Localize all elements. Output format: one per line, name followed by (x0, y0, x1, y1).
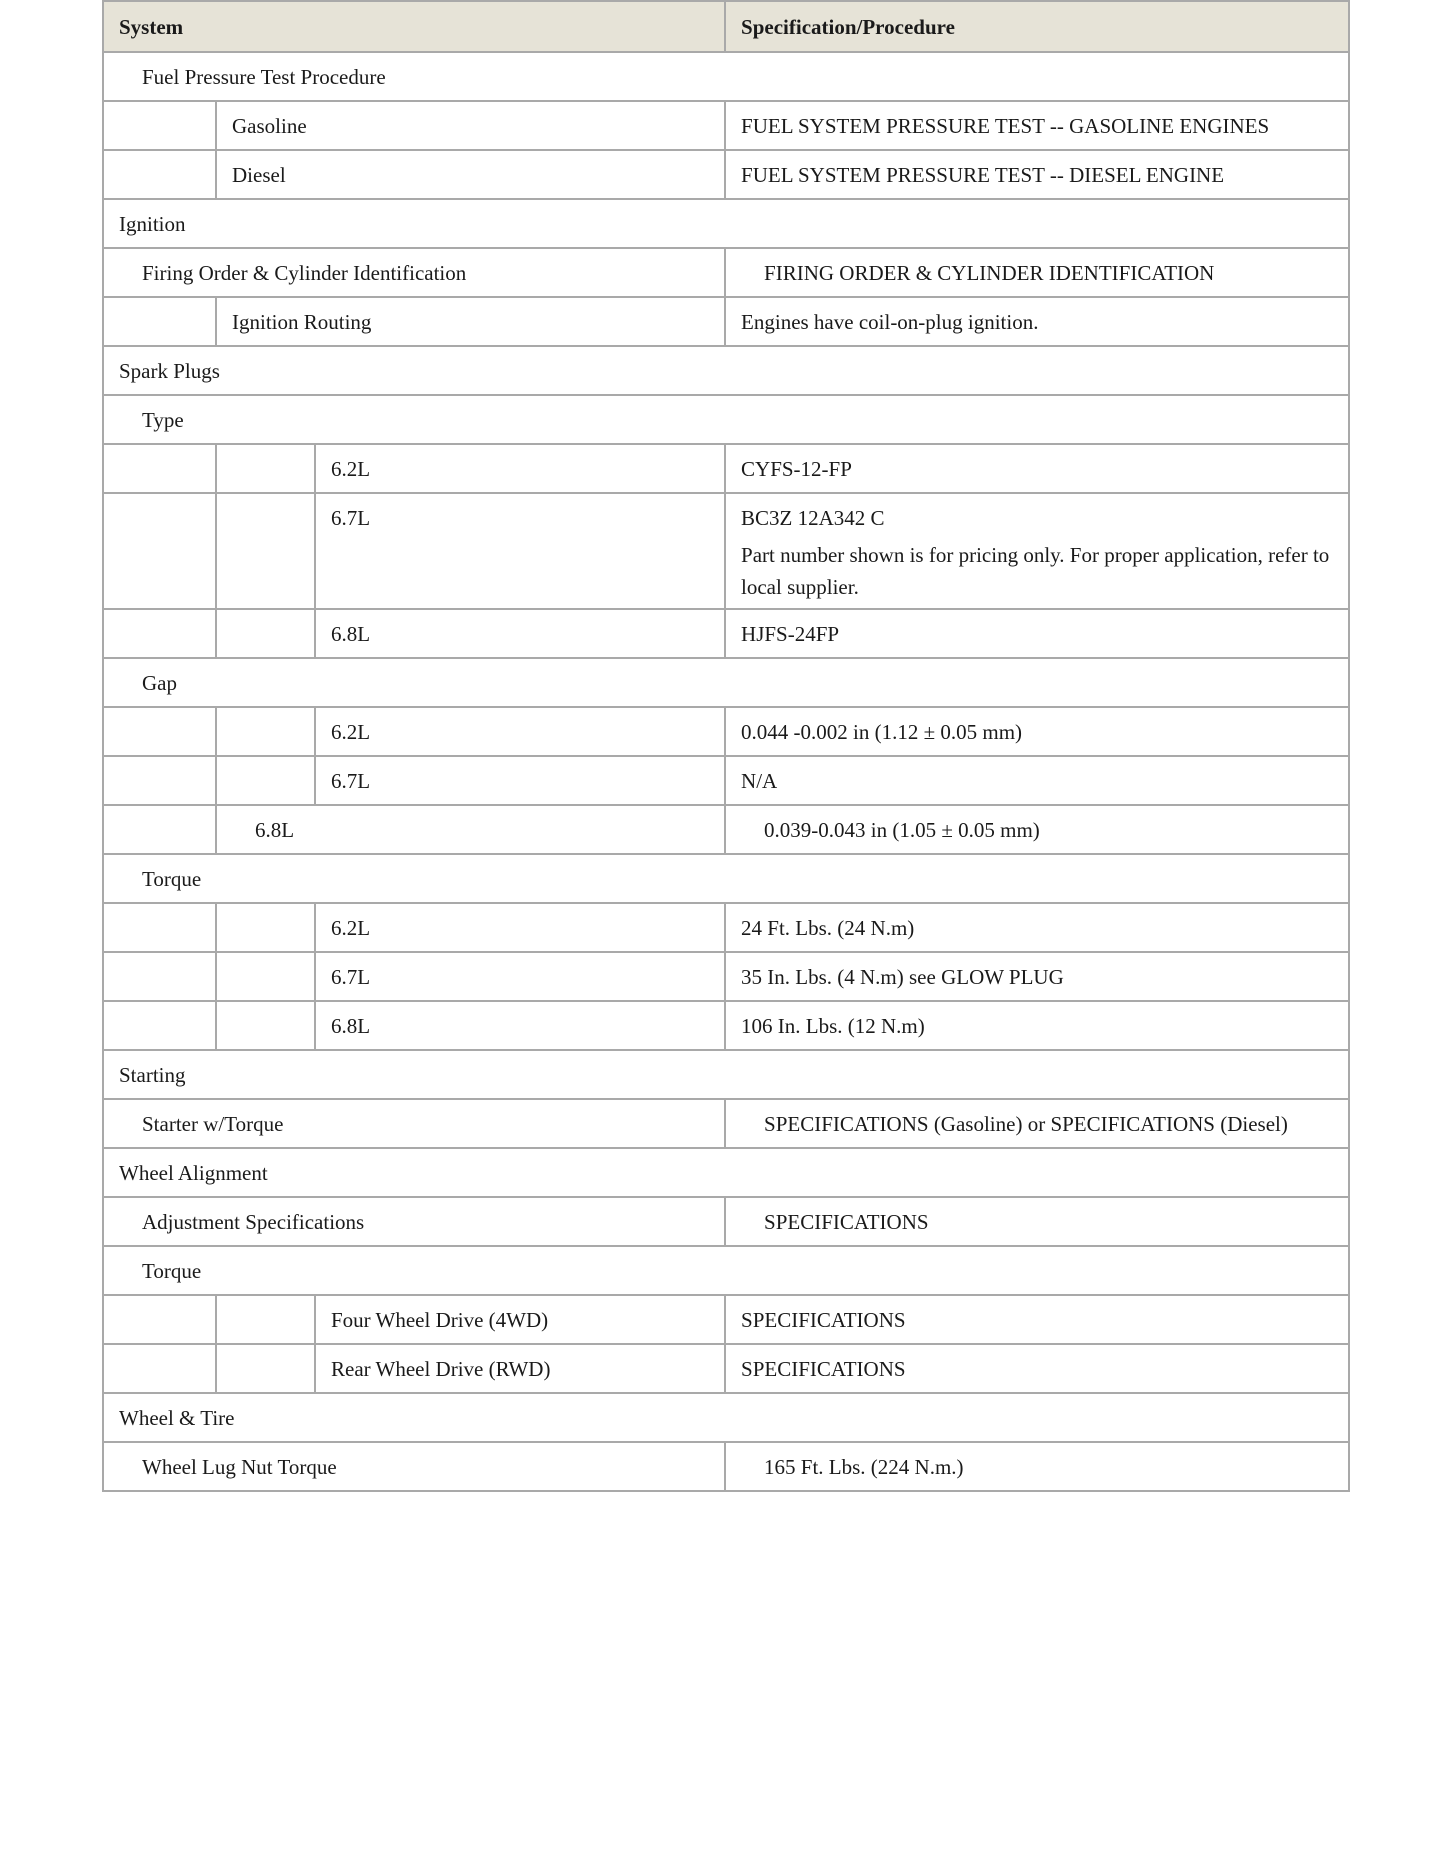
row-label-firing-order: Firing Order & Cylinder Identification (103, 248, 725, 297)
row-spec-type-62: CYFS-12-FP (725, 444, 1349, 493)
row-label-4wd: Four Wheel Drive (4WD) (315, 1295, 725, 1344)
empty-cell (216, 493, 315, 609)
subsection-type: Type (103, 395, 1349, 444)
empty-cell (103, 1295, 216, 1344)
table-row (103, 805, 1349, 854)
empty-cell (216, 756, 315, 805)
empty-cell (216, 1001, 315, 1050)
empty-cell (103, 1344, 216, 1393)
row-label-torque-67: 6.7L (315, 952, 725, 1001)
empty-cell (103, 952, 216, 1001)
row-spec-gap-62: 0.044 -0.002 in (1.12 ± 0.05 mm) (725, 707, 1349, 756)
section-ignition: Ignition (103, 199, 1349, 248)
row-spec-type-67 (725, 493, 1349, 609)
table-header-row (103, 1, 1349, 52)
section-fuel-pressure: Fuel Pressure Test Procedure (103, 52, 1349, 101)
table-row (103, 854, 1349, 903)
row-spec-adjustment: SPECIFICATIONS (725, 1197, 1349, 1246)
empty-cell (216, 444, 315, 493)
section-wheel-alignment: Wheel Alignment (103, 1148, 1349, 1197)
row-spec-torque-67: 35 In. Lbs. (4 N.m) see GLOW PLUG (725, 952, 1349, 1001)
row-label-adjustment: Adjustment Specifications (103, 1197, 725, 1246)
table-row (103, 1344, 1349, 1393)
row-label-gap-62: 6.2L (315, 707, 725, 756)
empty-cell (103, 1001, 216, 1050)
row-label-starter: Starter w/Torque (103, 1099, 725, 1148)
table-row (103, 297, 1349, 346)
row-spec-lug-nut: 165 Ft. Lbs. (224 N.m.) (725, 1442, 1349, 1491)
row-spec-rwd: SPECIFICATIONS (725, 1344, 1349, 1393)
section-wheel-tire: Wheel & Tire (103, 1393, 1349, 1442)
table-row (103, 1148, 1349, 1197)
empty-cell (103, 903, 216, 952)
table-row (103, 52, 1349, 101)
row-label-diesel: Diesel (216, 150, 725, 199)
empty-cell (103, 150, 216, 199)
table-row (103, 1099, 1349, 1148)
row-label-type-67: 6.7L (315, 493, 725, 609)
section-spark-plugs: Spark Plugs (103, 346, 1349, 395)
row-spec-gasoline: FUEL SYSTEM PRESSURE TEST -- GASOLINE ENGINES (725, 101, 1349, 150)
part-number: BC3Z 12A342 C (741, 506, 885, 530)
row-label-gap-67: 6.7L (315, 756, 725, 805)
table-row (103, 346, 1349, 395)
empty-cell (216, 1344, 315, 1393)
empty-cell (216, 1295, 315, 1344)
table-row (103, 493, 1349, 609)
row-label-torque-68: 6.8L (315, 1001, 725, 1050)
row-label-torque-62: 6.2L (315, 903, 725, 952)
empty-cell (216, 952, 315, 1001)
row-spec-4wd: SPECIFICATIONS (725, 1295, 1349, 1344)
row-spec-starter: SPECIFICATIONS (Gasoline) or SPECIFICATIONS (Diesel) (725, 1099, 1349, 1148)
empty-cell (103, 444, 216, 493)
row-label-lug-nut: Wheel Lug Nut Torque (103, 1442, 725, 1491)
table-row (103, 395, 1349, 444)
table-row (103, 609, 1349, 658)
row-spec-gap-68: 0.039-0.043 in (1.05 ± 0.05 mm) (725, 805, 1349, 854)
table-row (103, 952, 1349, 1001)
table-row (103, 756, 1349, 805)
empty-cell (216, 903, 315, 952)
table-row (103, 658, 1349, 707)
section-starting: Starting (103, 1050, 1349, 1099)
row-spec-diesel: FUEL SYSTEM PRESSURE TEST -- DIESEL ENGINE (725, 150, 1349, 199)
subsection-wa-torque: Torque (103, 1246, 1349, 1295)
subsection-gap: Gap (103, 658, 1349, 707)
table-row (103, 444, 1349, 493)
empty-cell (103, 101, 216, 150)
row-spec-torque-62: 24 Ft. Lbs. (24 N.m) (725, 903, 1349, 952)
table-row (103, 1050, 1349, 1099)
empty-cell (216, 707, 315, 756)
table-row (103, 1295, 1349, 1344)
row-spec-gap-67: N/A (725, 756, 1349, 805)
table-row (103, 150, 1349, 199)
row-label-type-62: 6.2L (315, 444, 725, 493)
pricing-note: Part number shown is for pricing only. For proper application, refer to local supplier. (741, 543, 1330, 599)
subsection-torque: Torque (103, 854, 1349, 903)
row-label-gasoline: Gasoline (216, 101, 725, 150)
table-row (103, 101, 1349, 150)
table-row (103, 903, 1349, 952)
header-spec: Specification/Procedure (725, 1, 1349, 52)
row-spec-ignition-routing: Engines have coil-on-plug ignition. (725, 297, 1349, 346)
row-label-gap-68: 6.8L (216, 805, 725, 854)
table-row (103, 1393, 1349, 1442)
row-spec-firing-order: FIRING ORDER & CYLINDER IDENTIFICATION (725, 248, 1349, 297)
row-label-type-68: 6.8L (315, 609, 725, 658)
row-label-ignition-routing: Ignition Routing (216, 297, 725, 346)
table-row (103, 1442, 1349, 1491)
row-spec-torque-68: 106 In. Lbs. (12 N.m) (725, 1001, 1349, 1050)
table-row (103, 1197, 1349, 1246)
empty-cell (103, 756, 216, 805)
empty-cell (103, 609, 216, 658)
table-row (103, 707, 1349, 756)
table-row (103, 199, 1349, 248)
table-row (103, 1246, 1349, 1295)
spec-table (102, 0, 1350, 1492)
empty-cell (103, 493, 216, 609)
empty-cell (103, 707, 216, 756)
empty-cell (103, 297, 216, 346)
empty-cell (103, 805, 216, 854)
header-system: System (103, 1, 725, 52)
table-row (103, 1001, 1349, 1050)
row-label-rwd: Rear Wheel Drive (RWD) (315, 1344, 725, 1393)
empty-cell (216, 609, 315, 658)
table-row (103, 248, 1349, 297)
row-spec-type-68: HJFS-24FP (725, 609, 1349, 658)
